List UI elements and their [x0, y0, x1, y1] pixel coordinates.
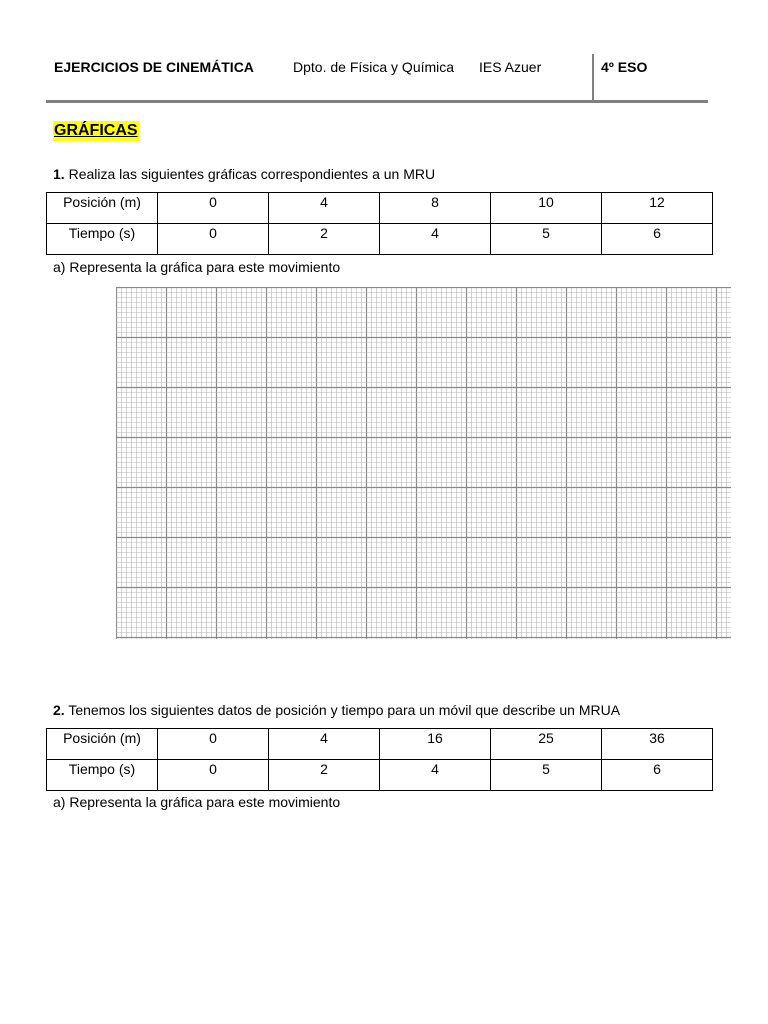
table-row: [47, 729, 713, 760]
table-cell: 4: [269, 193, 380, 224]
table-cell: 12: [602, 193, 713, 224]
question-1-text: Realiza las siguientes gráficas correspondientes a un MRU: [68, 166, 436, 182]
table-cell: 16: [380, 729, 491, 760]
question-2-data-table: [46, 728, 713, 791]
header-divider-vertical: [592, 54, 594, 102]
table-cell: 2: [269, 760, 380, 791]
table-row: [47, 760, 713, 791]
table-cell: 5: [491, 760, 602, 791]
header-school: IES Azuer: [479, 59, 542, 75]
table-cell: 0: [158, 193, 269, 224]
table-cell: 0: [158, 760, 269, 791]
section-title: GRÁFICAS: [54, 122, 138, 139]
table-cell: 2: [269, 224, 380, 255]
table-cell: 4: [380, 224, 491, 255]
header-department: Dpto. de Física y Química: [293, 59, 455, 75]
page-header: [46, 0, 708, 102]
table-cell: 5: [491, 224, 602, 255]
question-2-subquestion: a) Representa la gráfica para este movimiento: [53, 794, 341, 810]
question-1-data-table: [46, 192, 713, 255]
question-1-number: 1.: [53, 166, 65, 182]
graph-paper-grid: [116, 287, 731, 639]
table-cell: 36: [602, 729, 713, 760]
question-2-text: Tenemos los siguientes datos de posición y tiempo para un móvil que describe un MRUA: [68, 702, 621, 718]
table-row-label: Tiempo (s): [47, 224, 158, 255]
table-cell: 0: [158, 729, 269, 760]
table-cell: 10: [491, 193, 602, 224]
question-2: [53, 702, 620, 719]
header-level: 4º ESO: [601, 59, 648, 75]
table-cell: 4: [269, 729, 380, 760]
table-row-label: Posición (m): [47, 729, 158, 760]
table-row-label: Tiempo (s): [47, 760, 158, 791]
table-cell: 0: [158, 224, 269, 255]
table-row-label: Posición (m): [47, 193, 158, 224]
question-1-subquestion: a) Representa la gráfica para este movimiento: [53, 259, 341, 275]
table-cell: 4: [380, 760, 491, 791]
question-1: [53, 166, 435, 183]
header-title: EJERCICIOS DE CINEMÁTICA: [54, 59, 254, 75]
table-row: [47, 193, 713, 224]
table-cell: 6: [602, 760, 713, 791]
question-2-number: 2.: [53, 702, 65, 718]
table-cell: 8: [380, 193, 491, 224]
header-divider-horizontal: [46, 100, 708, 103]
table-cell: 25: [491, 729, 602, 760]
table-row: [47, 224, 713, 255]
table-cell: 6: [602, 224, 713, 255]
